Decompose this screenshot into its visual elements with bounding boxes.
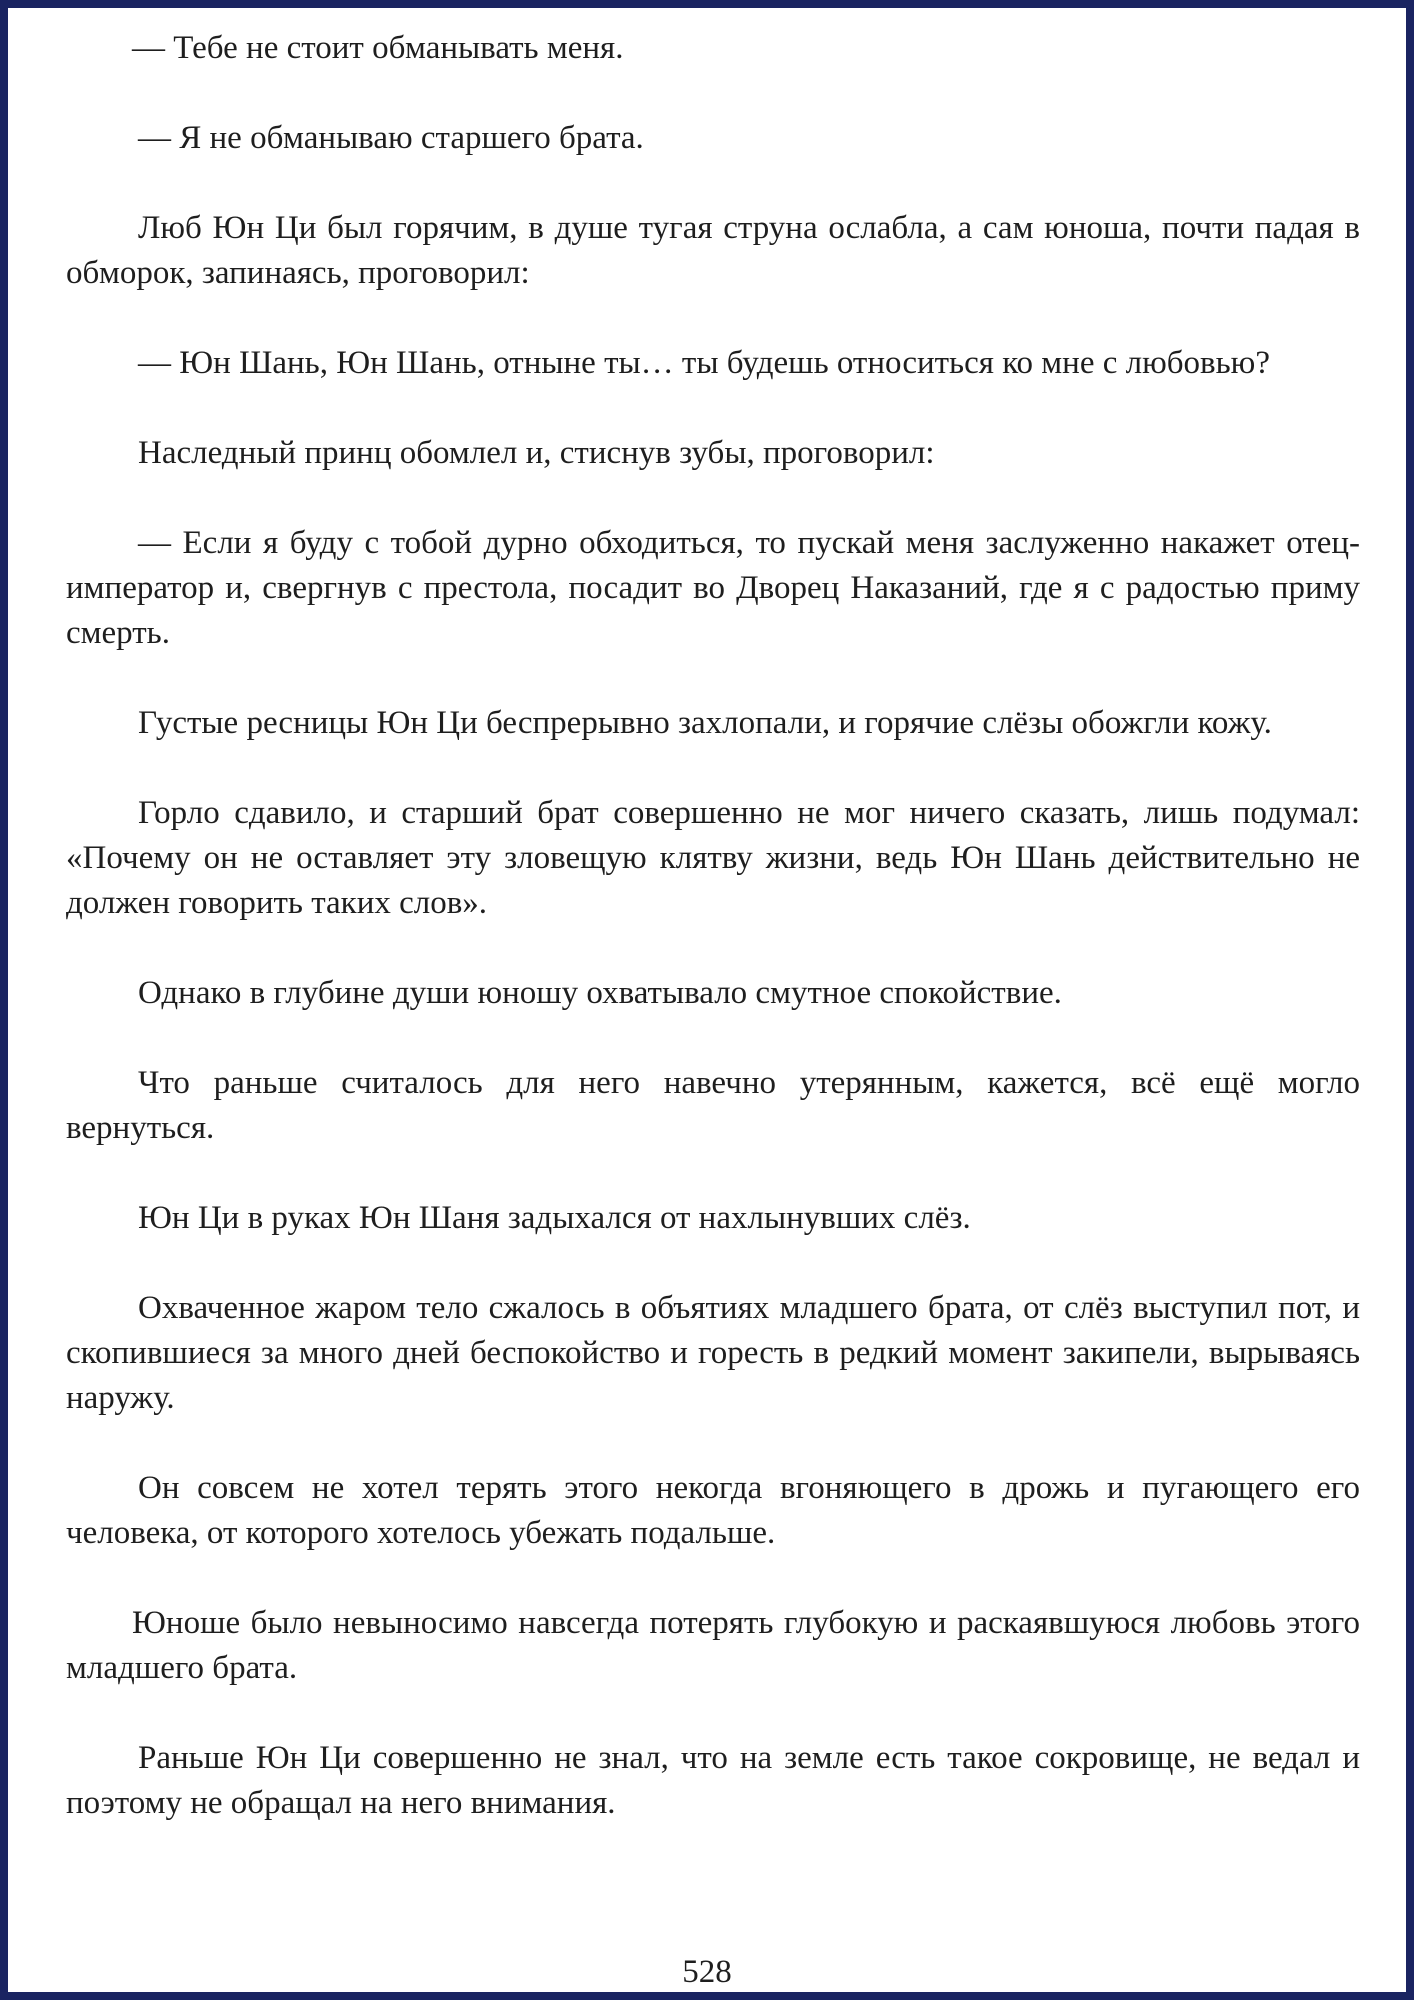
page-number: 528 [682,1954,732,1990]
paragraph: Горло сдавило, и старший брат совершенно не мог ничего сказать, лишь подумал: «Почему он не оставляет эту зловещую клятву жизни, ведь Юн Шань действительно не должен говорить таких слов». [66,795,1360,921]
paragraph: — Я не обманываю старшего брата. [138,120,644,156]
paragraph: Юн Ци в руках Юн Шаня задыхался от нахлынувших слёз. [138,1200,971,1236]
text-body [66,26,1360,1871]
paragraph: Раньше Юн Ци совершенно не знал, что на земле есть такое сокровище, не ведал и поэтому не обращал на него внимания. [66,1740,1360,1821]
paragraph: Охваченное жаром тело сжалось в объятиях младшего брата, от слёз выступил пот, и скопившиеся за много дней беспокойство и горесть в редкий момент закипели, вырываясь наружу. [66,1290,1360,1416]
paragraph: Что раньше считалось для него навечно утерянным, кажется, всё ещё могло вернуться. [66,1065,1360,1146]
paragraph: — Юн Шань, Юн Шань, отныне ты… ты будешь относиться ко мне с любовью? [138,345,1270,381]
paragraph: Однако в глубине души юношу охватывало смутное спокойствие. [138,975,1062,1011]
paragraph: — Если я буду с тобой дурно обходиться, то пускай меня заслуженно накажет отец-император и, свергнув с престола, посадит во Дворец Наказаний, где я с радостью приму смерть. [66,525,1360,651]
paragraph: Густые ресницы Юн Ци беспрерывно захлопали, и горячие слёзы обожгли кожу. [138,705,1272,741]
paragraph: Юноше было невыносимо навсегда потерять глубокую и раскаявшуюся любовь этого младшего брата. [66,1605,1360,1686]
paragraph: Он совсем не хотел терять этого некогда вгоняющего в дрожь и пугающего его человека, от которого хотелось убежать подальше. [66,1470,1360,1551]
paragraph: Наследный принц обомлел и, стиснув зубы, проговорил: [138,435,935,471]
paragraph: — Тебе не стоит обманывать меня. [132,30,624,66]
paragraph: Люб Юн Ци был горячим, в душе тугая струна ослабла, а сам юноша, почти падая в обморок, запинаясь, проговорил: [66,210,1360,291]
